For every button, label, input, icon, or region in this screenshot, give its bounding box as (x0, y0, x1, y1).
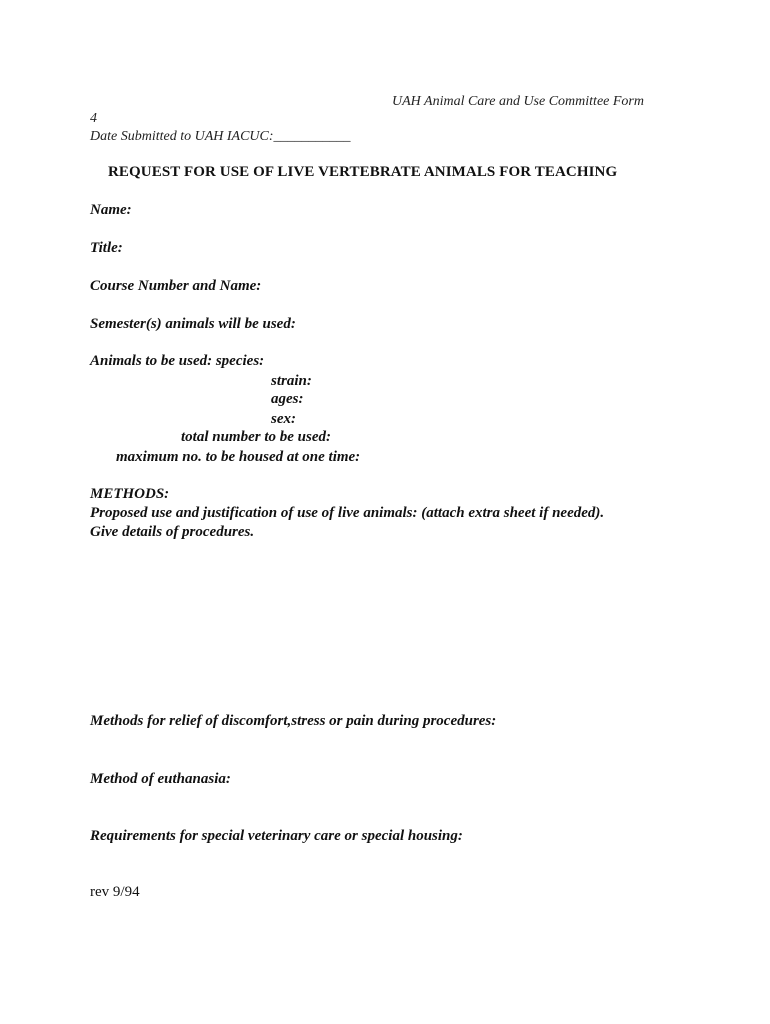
euthanasia-field-label: Method of euthanasia: (90, 771, 231, 787)
form-number: 4 (90, 111, 97, 126)
strain-field-label: strain: (271, 373, 312, 389)
title-field-label: Title: (90, 240, 123, 256)
methods-heading: METHODS: (90, 486, 170, 502)
date-submitted-label: Date Submitted to UAH IACUC:___________ (90, 129, 351, 144)
methods-details: Give details of procedures. (90, 524, 255, 540)
page-title: REQUEST FOR USE OF LIVE VERTEBRATE ANIMALS FOR TEACHING (108, 164, 618, 180)
methods-description: Proposed use and justification of use of live animals: (attach extra sheet if needed). (90, 505, 605, 521)
ages-field-label: ages: (271, 391, 304, 407)
form-name: UAH Animal Care and Use Committee Form (392, 94, 644, 109)
special-care-field-label: Requirements for special veterinary care or special housing: (90, 828, 463, 844)
maximum-housed-field-label: maximum no. to be housed at one time: (116, 449, 361, 465)
total-number-field-label: total number to be used: (181, 429, 332, 445)
semester-field-label: Semester(s) animals will be used: (90, 316, 296, 332)
course-field-label: Course Number and Name: (90, 278, 262, 294)
relief-field-label: Methods for relief of discomfort,stress or pain during procedures: (90, 713, 497, 729)
species-field-label: Animals to be used: species: (90, 353, 265, 369)
sex-field-label: sex: (271, 411, 296, 427)
name-field-label: Name: (90, 202, 132, 218)
revision-note: rev 9/94 (90, 884, 140, 900)
